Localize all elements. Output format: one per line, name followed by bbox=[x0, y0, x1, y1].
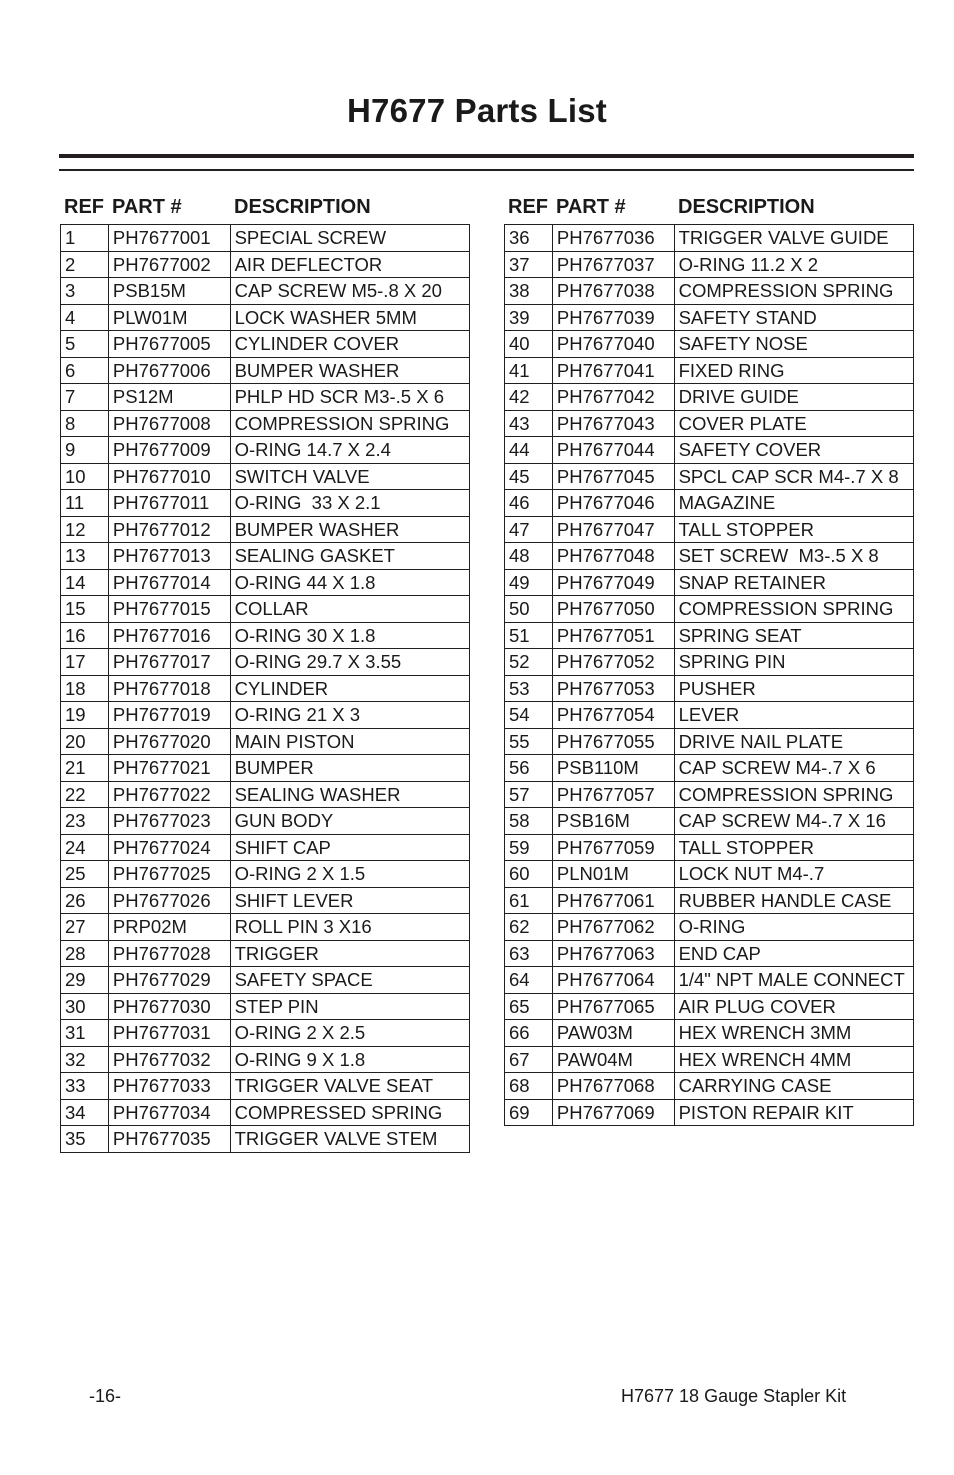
table-row bbox=[61, 835, 470, 862]
table-row bbox=[61, 782, 470, 809]
part-number-cell: PH7677031 bbox=[109, 1020, 231, 1047]
ref-cell: 41 bbox=[505, 358, 553, 385]
table-row bbox=[505, 1047, 914, 1074]
table-row bbox=[61, 1100, 470, 1127]
part-number-cell: PH7677020 bbox=[109, 729, 231, 756]
table-row bbox=[505, 808, 914, 835]
table-row bbox=[61, 490, 470, 517]
description-cell: SPCL CAP SCR M4-.7 X 8 bbox=[675, 464, 914, 491]
description-cell: TALL STOPPER bbox=[675, 835, 914, 862]
ref-cell: 19 bbox=[61, 702, 109, 729]
part-number-cell: PH7677046 bbox=[553, 490, 675, 517]
table-row bbox=[505, 278, 914, 305]
parts-table-left bbox=[60, 190, 470, 1153]
ref-cell: 55 bbox=[505, 729, 553, 756]
table-row bbox=[61, 1073, 470, 1100]
description-cell: COMPRESSION SPRING bbox=[675, 596, 914, 623]
description-cell: AIR DEFLECTOR bbox=[231, 252, 470, 279]
table-row bbox=[505, 437, 914, 464]
table-row bbox=[505, 570, 914, 597]
description-cell: TRIGGER VALVE SEAT bbox=[231, 1073, 470, 1100]
ref-cell: 9 bbox=[61, 437, 109, 464]
description-cell: O-RING 2 X 1.5 bbox=[231, 861, 470, 888]
part-number-cell: PH7677068 bbox=[553, 1073, 675, 1100]
ref-cell: 25 bbox=[61, 861, 109, 888]
part-number-cell: PSB110M bbox=[553, 755, 675, 782]
description-cell: GUN BODY bbox=[231, 808, 470, 835]
part-number-cell: PLN01M bbox=[553, 861, 675, 888]
table-row bbox=[61, 384, 470, 411]
description-cell: O-RING 14.7 X 2.4 bbox=[231, 437, 470, 464]
ref-cell: 48 bbox=[505, 543, 553, 570]
ref-cell: 20 bbox=[61, 729, 109, 756]
table-row bbox=[505, 517, 914, 544]
table-row bbox=[61, 464, 470, 491]
description-cell: SHIFT LEVER bbox=[231, 888, 470, 915]
table-row bbox=[505, 1073, 914, 1100]
part-number-cell: PH7677012 bbox=[109, 517, 231, 544]
description-cell: RUBBER HANDLE CASE bbox=[675, 888, 914, 915]
part-number-cell: PH7677019 bbox=[109, 702, 231, 729]
table-row bbox=[505, 490, 914, 517]
description-cell: O-RING 29.7 X 3.55 bbox=[231, 649, 470, 676]
ref-cell: 18 bbox=[61, 676, 109, 703]
ref-cell: 35 bbox=[61, 1126, 109, 1153]
ref-cell: 62 bbox=[505, 914, 553, 941]
description-cell: COMPRESSION SPRING bbox=[675, 782, 914, 809]
table-row bbox=[505, 861, 914, 888]
ref-cell: 63 bbox=[505, 941, 553, 968]
description-cell: COMPRESSION SPRING bbox=[231, 411, 470, 438]
table-row bbox=[505, 252, 914, 279]
description-cell: SEALING WASHER bbox=[231, 782, 470, 809]
part-number-cell: PH7677034 bbox=[109, 1100, 231, 1127]
ref-cell: 14 bbox=[61, 570, 109, 597]
part-number-cell: PH7677061 bbox=[553, 888, 675, 915]
table-row bbox=[61, 702, 470, 729]
description-cell: PISTON REPAIR KIT bbox=[675, 1100, 914, 1127]
table-row bbox=[61, 888, 470, 915]
ref-cell: 36 bbox=[505, 225, 553, 252]
ref-cell: 58 bbox=[505, 808, 553, 835]
table-row bbox=[505, 702, 914, 729]
ref-cell: 32 bbox=[61, 1047, 109, 1074]
description-cell: MAGAZINE bbox=[675, 490, 914, 517]
description-cell: SET SCREW M3-.5 X 8 bbox=[675, 543, 914, 570]
description-cell: SWITCH VALVE bbox=[231, 464, 470, 491]
description-cell: LOCK NUT M4-.7 bbox=[675, 861, 914, 888]
ref-cell: 26 bbox=[61, 888, 109, 915]
ref-cell: 47 bbox=[505, 517, 553, 544]
ref-cell: 13 bbox=[61, 543, 109, 570]
table-row bbox=[61, 941, 470, 968]
part-number-cell: PH7677006 bbox=[109, 358, 231, 385]
description-cell: CAP SCREW M4-.7 X 16 bbox=[675, 808, 914, 835]
header-ref: REF bbox=[64, 195, 104, 218]
ref-cell: 43 bbox=[505, 411, 553, 438]
description-cell: SPECIAL SCREW bbox=[231, 225, 470, 252]
description-cell: SAFETY COVER bbox=[675, 437, 914, 464]
table-row bbox=[61, 252, 470, 279]
part-number-cell: PH7677022 bbox=[109, 782, 231, 809]
description-cell: END CAP bbox=[675, 941, 914, 968]
table-row bbox=[61, 649, 470, 676]
part-number-cell: PH7677033 bbox=[109, 1073, 231, 1100]
part-number-cell: PH7677002 bbox=[109, 252, 231, 279]
description-cell: PUSHER bbox=[675, 676, 914, 703]
description-cell: BUMPER WASHER bbox=[231, 358, 470, 385]
table-row bbox=[505, 305, 914, 332]
description-cell: STEP PIN bbox=[231, 994, 470, 1021]
part-number-cell: PH7677032 bbox=[109, 1047, 231, 1074]
table-row bbox=[61, 1047, 470, 1074]
description-cell: 1/4" NPT MALE CONNECT bbox=[675, 967, 914, 994]
table-row bbox=[505, 888, 914, 915]
description-cell: TRIGGER bbox=[231, 941, 470, 968]
table-row bbox=[505, 967, 914, 994]
table-row bbox=[505, 782, 914, 809]
title-rule-thin bbox=[59, 169, 914, 171]
part-number-cell: PH7677051 bbox=[553, 623, 675, 650]
table-row bbox=[505, 835, 914, 862]
table-row bbox=[505, 464, 914, 491]
ref-cell: 10 bbox=[61, 464, 109, 491]
ref-cell: 38 bbox=[505, 278, 553, 305]
description-cell: SAFETY NOSE bbox=[675, 331, 914, 358]
description-cell: SPRING PIN bbox=[675, 649, 914, 676]
part-number-cell: PH7677009 bbox=[109, 437, 231, 464]
ref-cell: 46 bbox=[505, 490, 553, 517]
part-number-cell: PH7677053 bbox=[553, 676, 675, 703]
ref-cell: 52 bbox=[505, 649, 553, 676]
ref-cell: 7 bbox=[61, 384, 109, 411]
title-rule-thick bbox=[59, 154, 914, 158]
ref-cell: 4 bbox=[61, 305, 109, 332]
ref-cell: 27 bbox=[61, 914, 109, 941]
part-number-cell: PH7677041 bbox=[553, 358, 675, 385]
part-number-cell: PH7677044 bbox=[553, 437, 675, 464]
ref-cell: 16 bbox=[61, 623, 109, 650]
part-number-cell: PH7677043 bbox=[553, 411, 675, 438]
ref-cell: 31 bbox=[61, 1020, 109, 1047]
table-row bbox=[61, 305, 470, 332]
ref-cell: 23 bbox=[61, 808, 109, 835]
table-row bbox=[61, 225, 470, 252]
page-title: H7677 Parts List bbox=[347, 92, 607, 129]
table-row bbox=[505, 411, 914, 438]
part-number-cell: PH7677050 bbox=[553, 596, 675, 623]
ref-cell: 21 bbox=[61, 755, 109, 782]
description-cell: HEX WRENCH 4MM bbox=[675, 1047, 914, 1074]
footer-doc-title: H7677 18 Gauge Stapler Kit bbox=[621, 1386, 847, 1406]
table-row bbox=[505, 729, 914, 756]
description-cell: O-RING 33 X 2.1 bbox=[231, 490, 470, 517]
description-cell: CYLINDER COVER bbox=[231, 331, 470, 358]
table-body-right bbox=[504, 224, 914, 1126]
part-number-cell: PH7677036 bbox=[553, 225, 675, 252]
description-cell: LEVER bbox=[675, 702, 914, 729]
part-number-cell: PH7677042 bbox=[553, 384, 675, 411]
part-number-cell: PH7677015 bbox=[109, 596, 231, 623]
ref-cell: 66 bbox=[505, 1020, 553, 1047]
part-number-cell: PH7677038 bbox=[553, 278, 675, 305]
table-row bbox=[505, 358, 914, 385]
parts-table-right bbox=[504, 190, 914, 1126]
ref-cell: 33 bbox=[61, 1073, 109, 1100]
part-number-cell: PH7677040 bbox=[553, 331, 675, 358]
part-number-cell: PH7677028 bbox=[109, 941, 231, 968]
table-row bbox=[505, 384, 914, 411]
description-cell: COMPRESSION SPRING bbox=[675, 278, 914, 305]
part-number-cell: PH7677037 bbox=[553, 252, 675, 279]
table-row bbox=[61, 623, 470, 650]
description-cell: SEALING GASKET bbox=[231, 543, 470, 570]
ref-cell: 3 bbox=[61, 278, 109, 305]
table-row bbox=[61, 808, 470, 835]
part-number-cell: PH7677005 bbox=[109, 331, 231, 358]
part-number-cell: PH7677064 bbox=[553, 967, 675, 994]
description-cell: AIR PLUG COVER bbox=[675, 994, 914, 1021]
ref-cell: 49 bbox=[505, 570, 553, 597]
table-row bbox=[61, 411, 470, 438]
part-number-cell: PH7677024 bbox=[109, 835, 231, 862]
header-part: PART # bbox=[112, 195, 182, 218]
ref-cell: 28 bbox=[61, 941, 109, 968]
table-row bbox=[505, 1100, 914, 1127]
ref-cell: 5 bbox=[61, 331, 109, 358]
description-cell: PHLP HD SCR M3-.5 X 6 bbox=[231, 384, 470, 411]
ref-cell: 56 bbox=[505, 755, 553, 782]
ref-cell: 8 bbox=[61, 411, 109, 438]
part-number-cell: PH7677018 bbox=[109, 676, 231, 703]
ref-cell: 57 bbox=[505, 782, 553, 809]
ref-cell: 53 bbox=[505, 676, 553, 703]
description-cell: SHIFT CAP bbox=[231, 835, 470, 862]
part-number-cell: PH7677057 bbox=[553, 782, 675, 809]
table-row bbox=[505, 914, 914, 941]
description-cell: O-RING 9 X 1.8 bbox=[231, 1047, 470, 1074]
part-number-cell: PH7677054 bbox=[553, 702, 675, 729]
description-cell: DRIVE NAIL PLATE bbox=[675, 729, 914, 756]
part-number-cell: PH7677063 bbox=[553, 941, 675, 968]
part-number-cell: PH7677026 bbox=[109, 888, 231, 915]
description-cell: SAFETY SPACE bbox=[231, 967, 470, 994]
table-body-left bbox=[60, 224, 470, 1153]
description-cell: COLLAR bbox=[231, 596, 470, 623]
description-cell: LOCK WASHER 5MM bbox=[231, 305, 470, 332]
table-row bbox=[505, 225, 914, 252]
part-number-cell: PH7677055 bbox=[553, 729, 675, 756]
description-cell: CYLINDER bbox=[231, 676, 470, 703]
ref-cell: 37 bbox=[505, 252, 553, 279]
ref-cell: 2 bbox=[61, 252, 109, 279]
description-cell: O-RING 44 X 1.8 bbox=[231, 570, 470, 597]
description-cell: FIXED RING bbox=[675, 358, 914, 385]
part-number-cell: PH7677016 bbox=[109, 623, 231, 650]
ref-cell: 11 bbox=[61, 490, 109, 517]
description-cell: MAIN PISTON bbox=[231, 729, 470, 756]
ref-cell: 59 bbox=[505, 835, 553, 862]
description-cell: HEX WRENCH 3MM bbox=[675, 1020, 914, 1047]
part-number-cell: PH7677047 bbox=[553, 517, 675, 544]
table-row bbox=[505, 623, 914, 650]
description-cell: ROLL PIN 3 X16 bbox=[231, 914, 470, 941]
part-number-cell: PH7677039 bbox=[553, 305, 675, 332]
part-number-cell: PH7677023 bbox=[109, 808, 231, 835]
table-row bbox=[505, 676, 914, 703]
part-number-cell: PAW03M bbox=[553, 1020, 675, 1047]
table-row bbox=[61, 517, 470, 544]
description-cell: SNAP RETAINER bbox=[675, 570, 914, 597]
table-row bbox=[61, 861, 470, 888]
part-number-cell: PH7677001 bbox=[109, 225, 231, 252]
description-cell: O-RING 2 X 2.5 bbox=[231, 1020, 470, 1047]
table-row bbox=[61, 755, 470, 782]
ref-cell: 34 bbox=[61, 1100, 109, 1127]
table-row bbox=[61, 570, 470, 597]
ref-cell: 17 bbox=[61, 649, 109, 676]
table-row bbox=[505, 994, 914, 1021]
part-number-cell: PH7677010 bbox=[109, 464, 231, 491]
header-ref: REF bbox=[508, 195, 548, 218]
ref-cell: 42 bbox=[505, 384, 553, 411]
table-row bbox=[61, 994, 470, 1021]
description-cell: TRIGGER VALVE STEM bbox=[231, 1126, 470, 1153]
part-number-cell: PS12M bbox=[109, 384, 231, 411]
description-cell: COVER PLATE bbox=[675, 411, 914, 438]
description-cell: SPRING SEAT bbox=[675, 623, 914, 650]
description-cell: TALL STOPPER bbox=[675, 517, 914, 544]
part-number-cell: PH7677045 bbox=[553, 464, 675, 491]
part-number-cell: PAW04M bbox=[553, 1047, 675, 1074]
part-number-cell: PH7677052 bbox=[553, 649, 675, 676]
description-cell: CAP SCREW M4-.7 X 6 bbox=[675, 755, 914, 782]
part-number-cell: PLW01M bbox=[109, 305, 231, 332]
table-row bbox=[61, 914, 470, 941]
ref-cell: 44 bbox=[505, 437, 553, 464]
ref-cell: 54 bbox=[505, 702, 553, 729]
ref-cell: 68 bbox=[505, 1073, 553, 1100]
header-part: PART # bbox=[556, 195, 626, 218]
ref-cell: 65 bbox=[505, 994, 553, 1021]
table-row bbox=[505, 755, 914, 782]
description-cell: SAFETY STAND bbox=[675, 305, 914, 332]
ref-cell: 69 bbox=[505, 1100, 553, 1127]
table-header bbox=[60, 190, 470, 224]
description-cell: BUMPER bbox=[231, 755, 470, 782]
part-number-cell: PRP02M bbox=[109, 914, 231, 941]
ref-cell: 60 bbox=[505, 861, 553, 888]
table-row bbox=[61, 967, 470, 994]
table-row bbox=[61, 543, 470, 570]
table-row bbox=[61, 729, 470, 756]
table-row bbox=[505, 596, 914, 623]
table-row bbox=[61, 676, 470, 703]
part-number-cell: PH7677011 bbox=[109, 490, 231, 517]
table-header bbox=[504, 190, 914, 224]
part-number-cell: PH7677065 bbox=[553, 994, 675, 1021]
ref-cell: 15 bbox=[61, 596, 109, 623]
part-number-cell: PH7677014 bbox=[109, 570, 231, 597]
part-number-cell: PH7677059 bbox=[553, 835, 675, 862]
table-row bbox=[61, 358, 470, 385]
description-cell: O-RING 30 X 1.8 bbox=[231, 623, 470, 650]
ref-cell: 67 bbox=[505, 1047, 553, 1074]
part-number-cell: PH7677049 bbox=[553, 570, 675, 597]
table-row bbox=[61, 331, 470, 358]
table-row bbox=[505, 941, 914, 968]
ref-cell: 51 bbox=[505, 623, 553, 650]
description-cell: CARRYING CASE bbox=[675, 1073, 914, 1100]
part-number-cell: PH7677029 bbox=[109, 967, 231, 994]
part-number-cell: PH7677021 bbox=[109, 755, 231, 782]
ref-cell: 30 bbox=[61, 994, 109, 1021]
part-number-cell: PSB15M bbox=[109, 278, 231, 305]
ref-cell: 61 bbox=[505, 888, 553, 915]
description-cell: O-RING bbox=[675, 914, 914, 941]
description-cell: CAP SCREW M5-.8 X 20 bbox=[231, 278, 470, 305]
ref-cell: 1 bbox=[61, 225, 109, 252]
table-row bbox=[61, 596, 470, 623]
part-number-cell: PH7677008 bbox=[109, 411, 231, 438]
ref-cell: 12 bbox=[61, 517, 109, 544]
ref-cell: 40 bbox=[505, 331, 553, 358]
description-cell: O-RING 11.2 X 2 bbox=[675, 252, 914, 279]
ref-cell: 22 bbox=[61, 782, 109, 809]
part-number-cell: PH7677013 bbox=[109, 543, 231, 570]
table-row bbox=[61, 1020, 470, 1047]
part-number-cell: PH7677035 bbox=[109, 1126, 231, 1153]
header-description: DESCRIPTION bbox=[678, 195, 815, 218]
table-row bbox=[505, 649, 914, 676]
part-number-cell: PH7677048 bbox=[553, 543, 675, 570]
part-number-cell: PH7677025 bbox=[109, 861, 231, 888]
description-cell: TRIGGER VALVE GUIDE bbox=[675, 225, 914, 252]
description-cell: COMPRESSED SPRING bbox=[231, 1100, 470, 1127]
page-number: -16- bbox=[89, 1386, 122, 1406]
description-cell: DRIVE GUIDE bbox=[675, 384, 914, 411]
description-cell: BUMPER WASHER bbox=[231, 517, 470, 544]
part-number-cell: PH7677062 bbox=[553, 914, 675, 941]
ref-cell: 24 bbox=[61, 835, 109, 862]
ref-cell: 45 bbox=[505, 464, 553, 491]
description-cell: O-RING 21 X 3 bbox=[231, 702, 470, 729]
ref-cell: 39 bbox=[505, 305, 553, 332]
ref-cell: 6 bbox=[61, 358, 109, 385]
part-number-cell: PSB16M bbox=[553, 808, 675, 835]
table-row bbox=[61, 278, 470, 305]
ref-cell: 64 bbox=[505, 967, 553, 994]
header-description: DESCRIPTION bbox=[234, 195, 371, 218]
part-number-cell: PH7677017 bbox=[109, 649, 231, 676]
table-row bbox=[61, 437, 470, 464]
ref-cell: 29 bbox=[61, 967, 109, 994]
part-number-cell: PH7677069 bbox=[553, 1100, 675, 1127]
ref-cell: 50 bbox=[505, 596, 553, 623]
table-row bbox=[505, 331, 914, 358]
table-row bbox=[61, 1126, 470, 1153]
part-number-cell: PH7677030 bbox=[109, 994, 231, 1021]
table-row bbox=[505, 543, 914, 570]
table-row bbox=[505, 1020, 914, 1047]
